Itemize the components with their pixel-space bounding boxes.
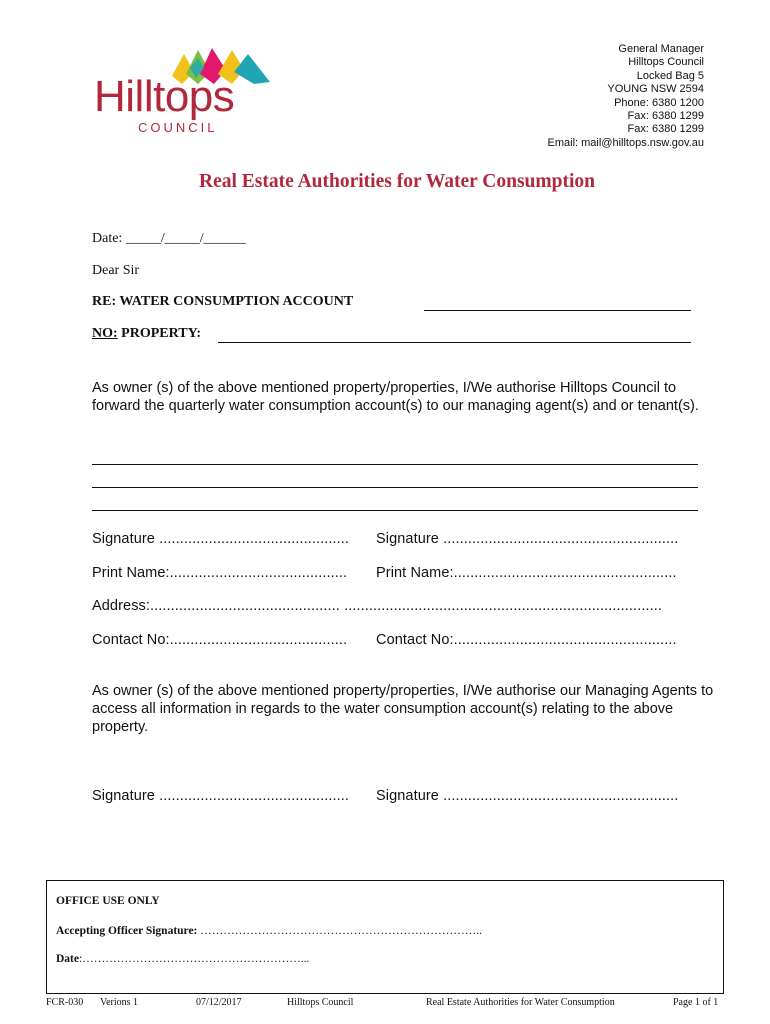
salutation: Dear Sir [92,263,140,278]
account-number-field[interactable] [424,310,691,311]
footer-doc-title: Real Estate Authorities for Water Consumption [426,997,615,1008]
address-line: Email: mail@hilltops.nsw.gov.au [547,136,704,149]
office-date-field[interactable]: :…………………………………………………... [79,953,310,965]
address-line: Locked Bag 5 [636,69,704,82]
agent-signature-field-2[interactable]: Signature ......................................................... [376,788,679,804]
footer-page: Page 1 of 1 [673,997,719,1008]
no-label: NO: [92,326,118,341]
office-use-box [46,880,724,994]
address-field[interactable]: Address:.............................................. ............................................................................. [92,598,662,614]
address-line: YOUNG NSW 2594 [607,83,704,96]
agent-signature-field-1[interactable]: Signature .............................................. [92,788,350,804]
logo-wordmark: Hilltops [94,72,235,121]
footer-date: 07/12/2017 [196,997,242,1008]
address-line: Fax: 6380 1299 [627,123,704,136]
footer-version: Verions 1 [100,997,139,1008]
print-name-field-2[interactable]: Print Name:...................................................... [376,565,677,581]
address-line: Phone: 6380 1200 [614,96,704,109]
re-label: RE: WATER CONSUMPTION ACCOUNT [92,294,354,309]
office-use-heading: OFFICE USE ONLY [56,895,160,907]
council-address [548,43,704,150]
address-line: General Manager [618,43,704,55]
property-label: PROPERTY: [121,326,202,341]
officer-signature-field[interactable]: ……………………………………………………………….. [200,925,483,937]
hilltops-logo [94,44,276,136]
officer-signature-row[interactable] [56,925,482,937]
print-name-field-1[interactable]: Print Name:........................................... [92,565,348,581]
footer-org: Hilltops Council [287,997,354,1008]
office-date-row[interactable] [56,953,309,965]
date-field[interactable]: Date: _____/_____/______ [92,231,246,246]
authorisation-paragraph: As owner (s) of the above mentioned property/properties, I/We authorise Hilltops Council to forward the quarterly water consumption account(s) to our managing agent(s) and or tenant(s). [92,380,699,414]
logo-subtitle: COUNCIL [138,120,218,135]
property-field[interactable] [218,342,691,343]
signature-field-2[interactable]: Signature ......................................................... [376,531,679,547]
officer-signature-label: Accepting Officer Signature: [56,925,198,937]
property-label-row [92,326,201,342]
footer-code: FCR-030 [46,997,84,1008]
contact-field-1[interactable]: Contact No:........................................... [92,632,348,648]
blank-line[interactable] [92,510,698,511]
contact-field-2[interactable]: Contact No:...................................................... [376,632,677,648]
page-title: Real Estate Authorities for Water Consumption [199,171,595,192]
signature-field-1[interactable]: Signature .............................................. [92,531,350,547]
blank-line[interactable] [92,464,698,465]
blank-line[interactable] [92,487,698,488]
agent-access-paragraph: As owner (s) of the above mentioned property/properties, I/We authorise our Managing Agents to access all information in regards to the water consumption account(s) relating to the above property. [92,683,714,735]
office-date-label: Date [56,953,79,965]
address-line: Hilltops Council [628,56,704,69]
address-line: Fax: 6380 1299 [627,110,704,123]
